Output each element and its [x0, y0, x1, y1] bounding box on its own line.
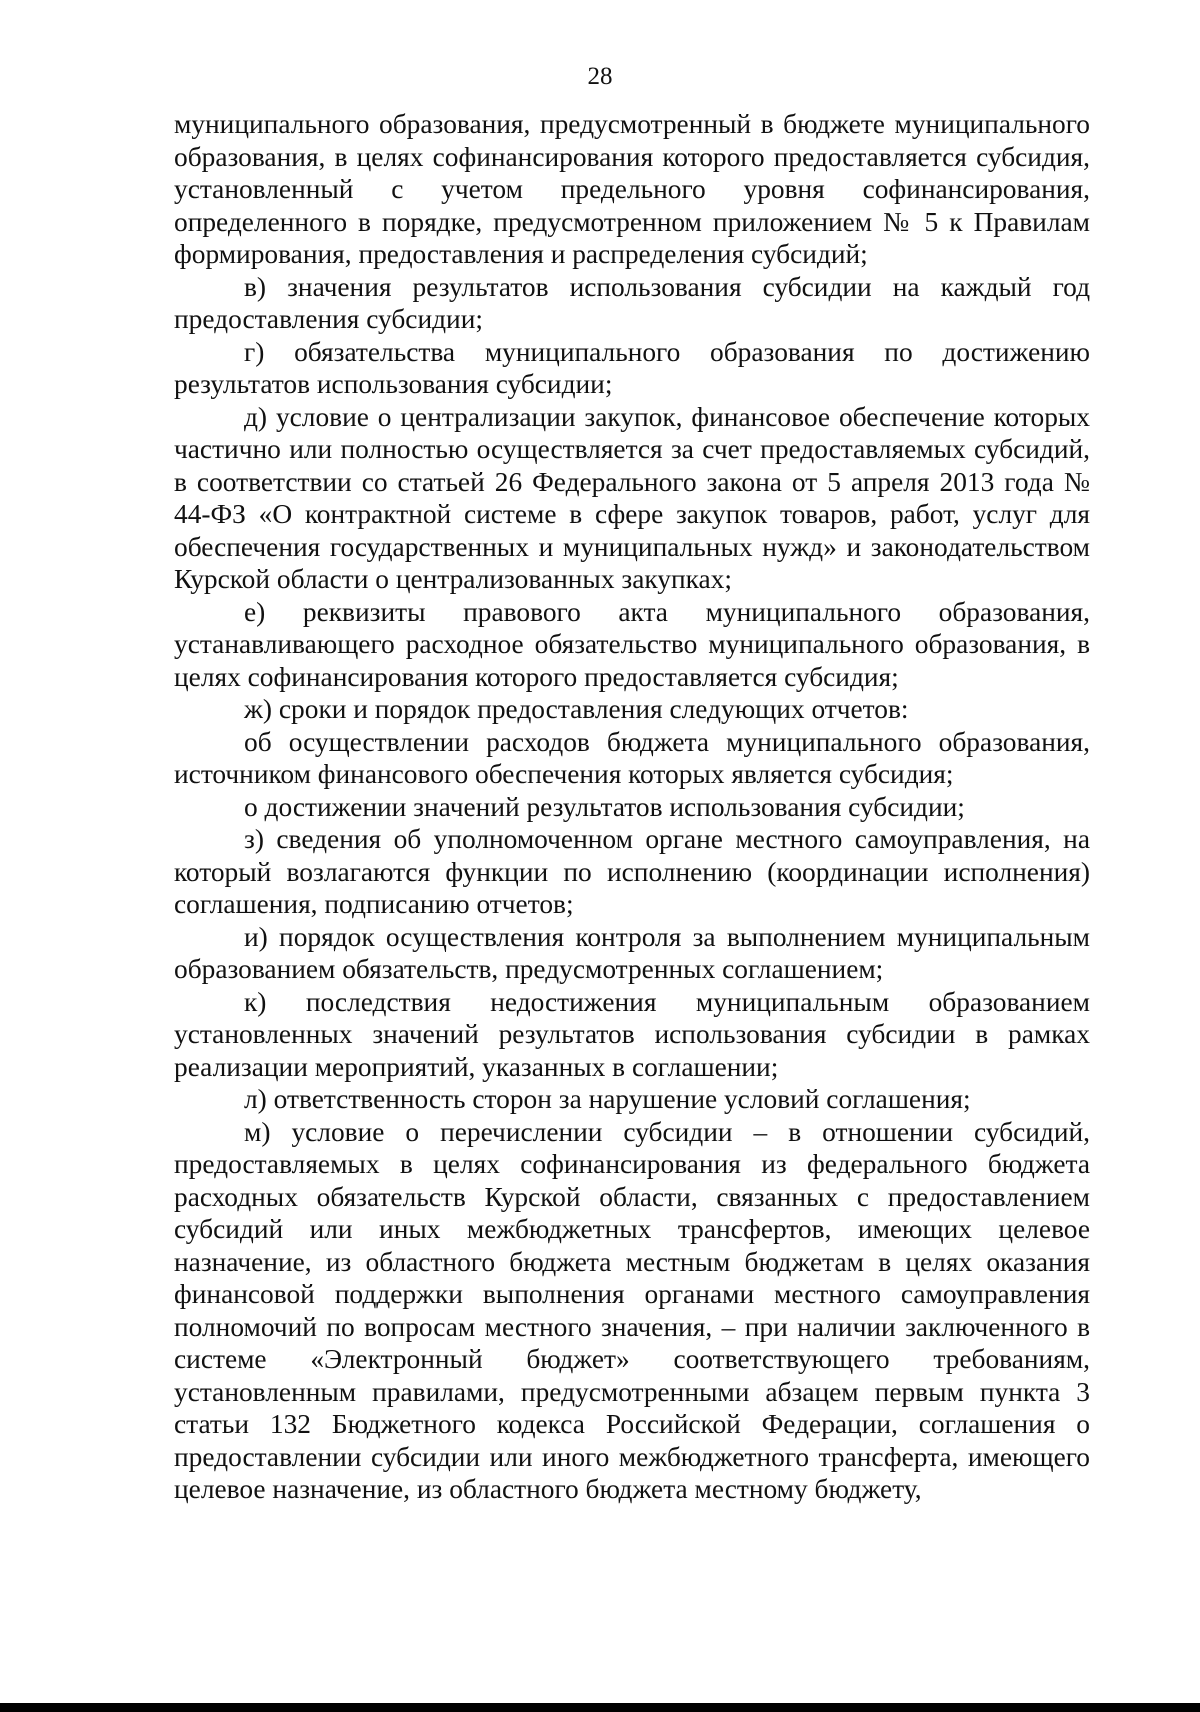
paragraph-item-zh-report-2: о достижении значений результатов использования субсидии;	[244, 791, 965, 822]
paragraph-item-zh-report-1: об осуществлении расходов бюджета муниципального образования, источником финансового обеспечения которых является субсидия;	[174, 726, 1090, 789]
paragraph-item-e: е) реквизиты правового акта муниципального образования, устанавливающего расходное обязательство муниципального образования, в целях софинансирования которого предоставляется субсидия;	[174, 596, 1090, 692]
paragraph-item-g: г) обязательства муниципального образования по достижению результатов использования субсидии;	[174, 336, 1090, 399]
paragraph-item-z: з) сведения об уполномоченном органе местного самоуправления, на который возлагаются функции по исполнению (координации исполнения) соглашения, подписанию отчетов;	[174, 824, 1090, 919]
paragraph-continuation: муниципального образования, предусмотренный в бюджете муниципального образования, в целях софинансирования которого предоставляется субсидия, установленный с учетом предельного уровня софинансирования, определенного в порядке, предусмотренном приложением № 5 к Правилам формирования, предоставления и распределения субсидий;	[174, 109, 1090, 269]
page-number: 28	[587, 63, 613, 90]
scan-bottom-edge	[0, 1703, 1200, 1712]
paragraph-item-v: в) значения результатов использования субсидии на каждый год предоставления субсидии;	[174, 271, 1090, 334]
paragraph-item-l: л) ответственность сторон за нарушение условий соглашения;	[244, 1084, 971, 1114]
document-body	[174, 108, 1090, 1506]
paragraph-item-d: д) условие о централизации закупок, финансовое обеспечение которых частично или полностью осуществляется за счет предоставляемых субсидий, в соответствии со статьей 26 Федерального закона от 5 апреля 2013 года № 44-ФЗ «О контрактной системе в сфере закупок товаров, работ, услуг для обеспечения государственных и муниципальных нужд» и законодательством Курской области о централизованных закупках;	[174, 401, 1090, 594]
paragraph-item-k: к) последствия недостижения муниципальным образованием установленных значений результатов использования субсидии в рамках реализации мероприятий, указанных в соглашении;	[174, 986, 1090, 1082]
paragraph-item-i: и) порядок осуществления контроля за выполнением муниципальным образованием обязательств, предусмотренных соглашением;	[174, 921, 1090, 984]
paragraph-item-zh: ж) сроки и порядок предоставления следующих отчетов:	[244, 694, 909, 724]
paragraph-item-m: м) условие о перечислении субсидии – в отношении субсидий, предоставляемых в целях софинансирования из федерального бюджета расходных обязательств Курской области, связанных с предоставлением субсидий или иных межбюджетных трансфертов, имеющих целевое назначение, из областного бюджета местным бюджетам в целях оказания финансовой поддержки выполнения органами местного самоуправления полномочий по вопросам местного значения, – при наличии заключенного в системе «Электронный бюджет» соответствующего требованиям, установленным правилами, предусмотренными абзацем первым пункта 3 статьи 132 Бюджетного кодекса Российской Федерации, соглашения о предоставлении субсидии или иного межбюджетного трансферта, имеющего целевое назначение, из областного бюджета местному бюджету,	[174, 1116, 1090, 1504]
